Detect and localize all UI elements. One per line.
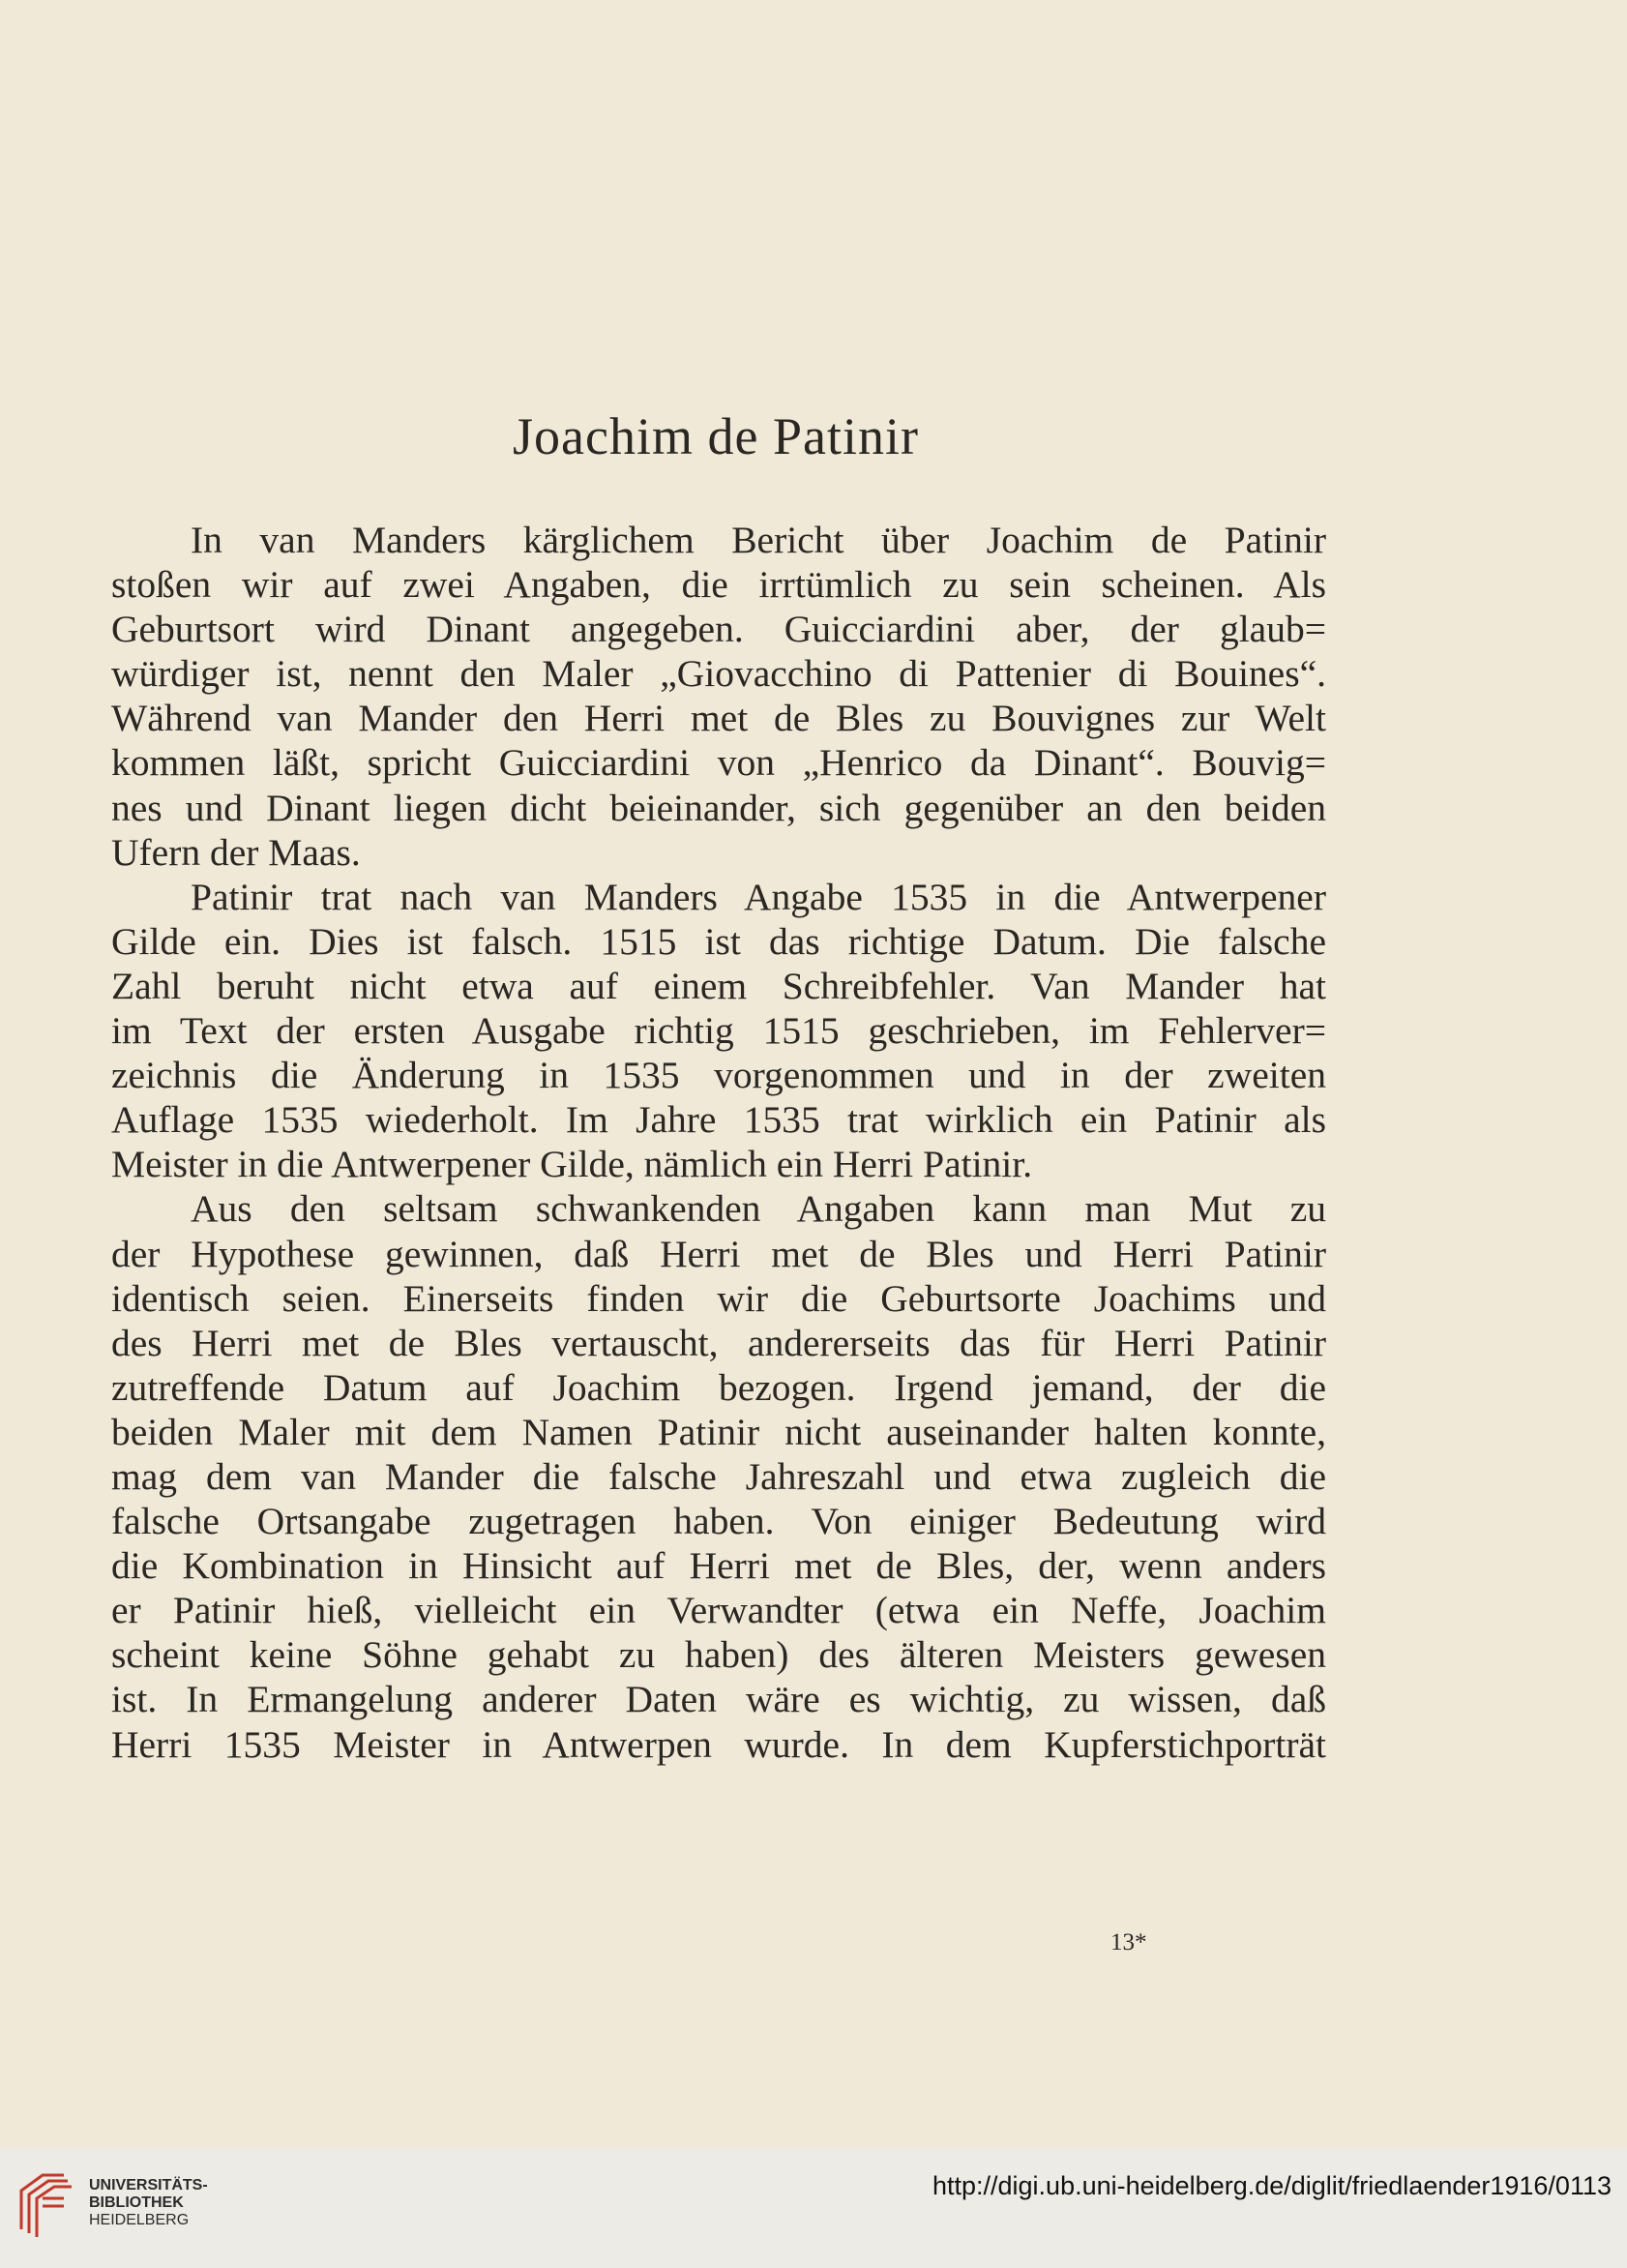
text-line: mag dem van Mander die falsche Jahreszahl und etwa zugleich die xyxy=(111,1454,1326,1498)
text-line: Zahl beruht nicht etwa auf einem Schreibfehler. Van Mander hat xyxy=(111,964,1326,1007)
text-line: Während van Mander den Herri met de Bles zu Bouvignes zur Welt xyxy=(111,697,1326,740)
institution-line: BIBLIOTHEK xyxy=(89,2194,184,2211)
text-line: Aus den seltsam schwankenden Angaben kann man Mut zu xyxy=(191,1187,1326,1231)
text-line: Patinir trat nach van Manders Angabe 1535 in die Antwerpener xyxy=(191,875,1326,918)
text-line: Gilde ein. Dies ist falsch. 1515 ist das richtige Datum. Die falsche xyxy=(111,919,1326,963)
text-line: nes und Dinant liegen dicht beieinander, sich gegenüber an den beiden xyxy=(111,786,1326,829)
institution-line: HEIDELBERG xyxy=(89,2212,190,2228)
text-line: zeichnis die Änderung in 1535 vorgenommen und in der zweiten xyxy=(111,1054,1326,1097)
text-line: ist. In Ermangelung anderer Daten wäre es wichtig, zu wissen, daß xyxy=(111,1678,1326,1721)
page-number: 13* xyxy=(1110,1929,1147,1955)
institution-line: UNIVERSITÄTS- xyxy=(89,2177,208,2193)
text-line: scheint keine Söhne gehabt zu haben) des älteren Meisters gewesen xyxy=(111,1633,1326,1677)
text-line: würdiger ist, nennt den Maler „Giovacchino di Pattenier di Bouines“. xyxy=(111,652,1326,696)
text-line: Herri 1535 Meister in Antwerpen wurde. In dem Kupferstichporträt xyxy=(111,1722,1326,1766)
text-line: identisch seien. Einerseits finden wir die Geburtsorte Joachims und xyxy=(111,1276,1326,1320)
library-footer xyxy=(0,2148,1627,2268)
text-line: stoßen wir auf zwei Angaben, die irrtümlich zu sein scheinen. Als xyxy=(111,563,1326,607)
text-line: Ufern der Maas. xyxy=(111,830,361,874)
text-line: beiden Maler mit dem Namen Patinir nicht auseinander halten konnte, xyxy=(111,1410,1326,1453)
ub-heidelberg-logo-icon xyxy=(14,2169,77,2239)
page-title: Joachim de Patinir xyxy=(513,407,919,465)
text-line: die Kombination in Hinsicht auf Herri met de Bles, der, wenn anders xyxy=(111,1544,1326,1588)
body-text xyxy=(111,518,1326,1767)
text-line: der Hypothese gewinnen, daß Herri met de Bles und Herri Patinir xyxy=(111,1232,1326,1275)
text-line: Geburtsort wird Dinant angegeben. Guicciardini aber, der glaub= xyxy=(111,608,1326,651)
text-line: im Text der ersten Ausgabe richtig 1515 geschrieben, im Fehlerver= xyxy=(111,1009,1326,1053)
text-line: des Herri met de Bles vertauscht, andererseits das für Herri Patinir xyxy=(111,1321,1326,1364)
text-line: kommen läßt, spricht Guicciardini von „Henrico da Dinant“. Bouvig= xyxy=(111,741,1326,785)
text-line: Meister in die Antwerpener Gilde, nämlich ein Herri Patinir. xyxy=(111,1143,1033,1186)
source-url-link[interactable]: http://digi.ub.uni-heidelberg.de/diglit/friedlaender1916/0113 xyxy=(932,2171,1612,2200)
text-line: Auflage 1535 wiederholt. Im Jahre 1535 trat wirklich ein Patinir als xyxy=(111,1098,1326,1142)
institution-name xyxy=(89,2177,208,2229)
text-line: er Patinir hieß, vielleicht ein Verwandter (etwa ein Neffe, Joachim xyxy=(111,1589,1326,1632)
text-line: zutreffende Datum auf Joachim bezogen. Irgend jemand, der die xyxy=(111,1365,1326,1409)
text-line: In van Manders kärglichem Bericht über Joachim de Patinir xyxy=(191,519,1326,561)
text-line: falsche Ortsangabe zugetragen haben. Von einiger Bedeutung wird xyxy=(111,1500,1326,1543)
